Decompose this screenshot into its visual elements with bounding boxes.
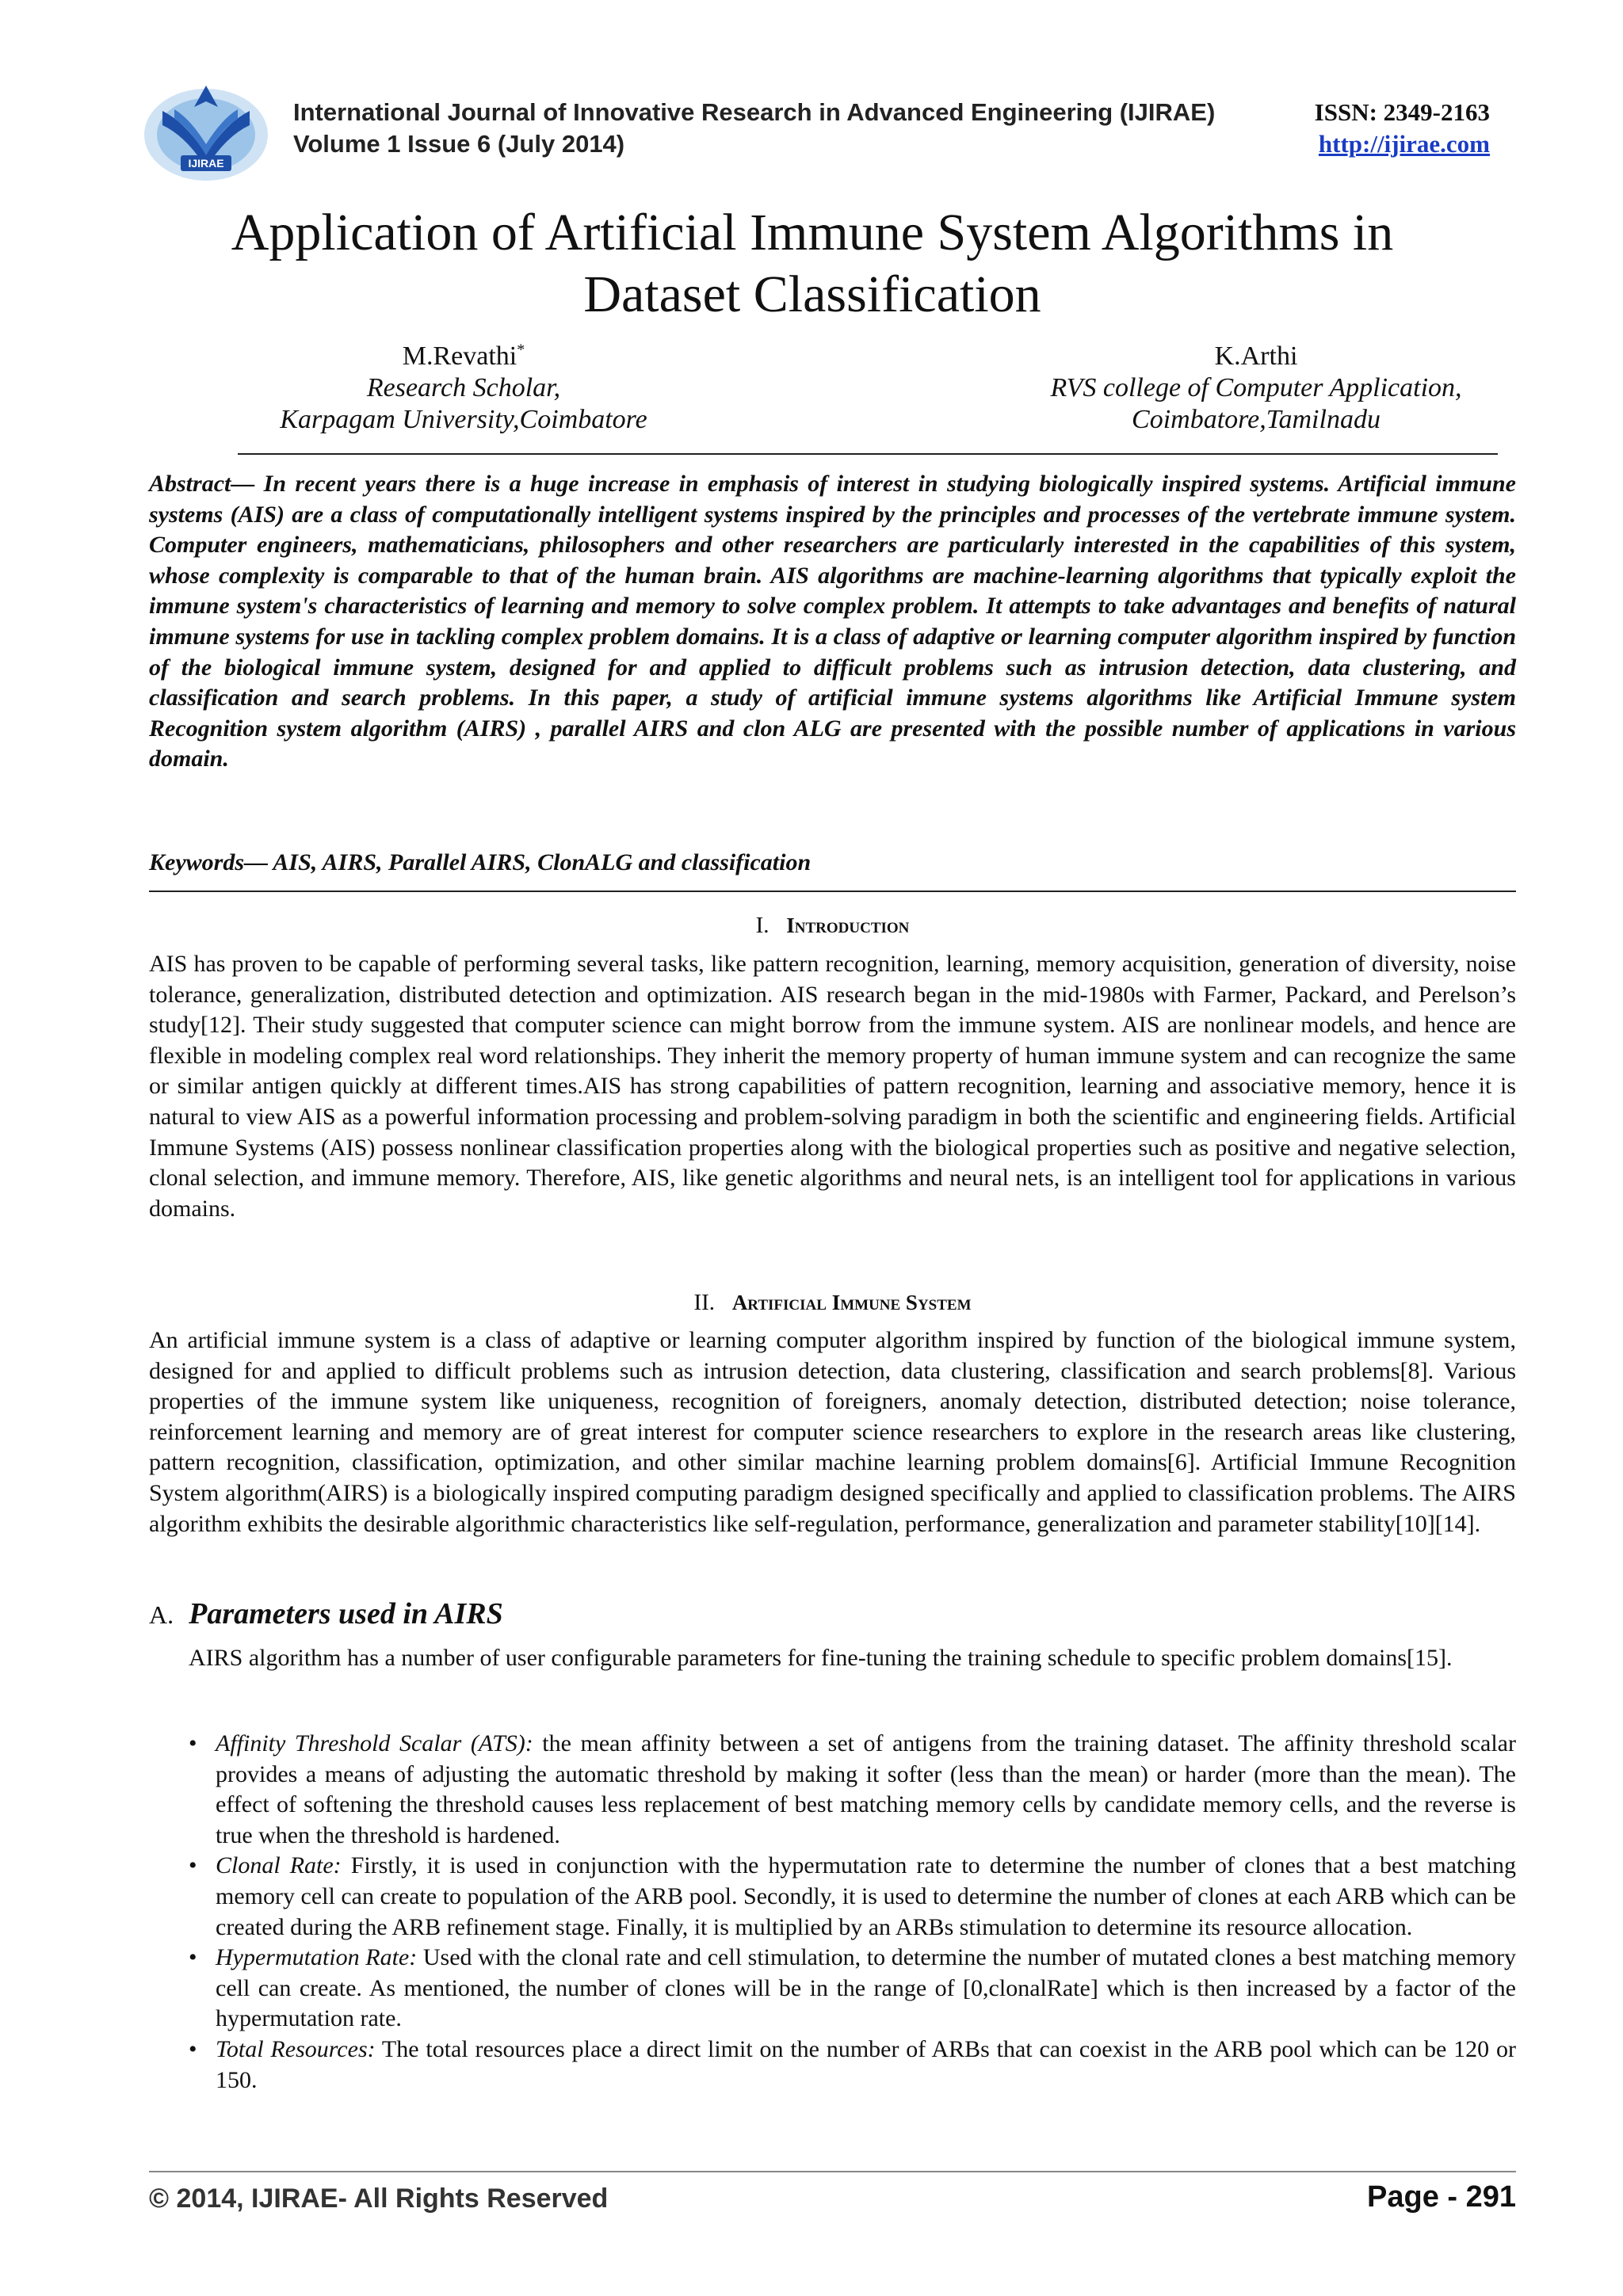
ijirae-logo bbox=[143, 79, 277, 182]
journal-url-link[interactable]: http://ijirae.com bbox=[1318, 130, 1490, 158]
page-number: Page - 291 bbox=[1367, 2180, 1516, 2214]
author-affiliation: RVS college of Computer Application, bbox=[1050, 373, 1462, 402]
journal-header bbox=[143, 79, 1490, 182]
divider bbox=[149, 891, 1516, 892]
journal-title: International Journal of Innovative Research in Advanced Engineering (IJIRAE) bbox=[293, 98, 1216, 126]
footer-divider bbox=[149, 2171, 1516, 2172]
section-body: AIS has proven to be capable of performing several tasks, like pattern recognition, learning, memory acquisition, generation of diversity, noise tolerance, generalization, distributed detection and optimization. AIS research began in the mid-1980s with Farmer, Packard, and Perelson’s study[12]. Their study suggested that computer science can might borrow from the immune system. AIS are nonlinear models, and hence are flexible in modeling complex real word relationships. They inherit the memory property of human immune system and can recognize the same or similar antigen quickly at different times.AIS has strong capabilities of pattern recognition, learning and associative memory, hence it is natural to view AIS as a powerful information processing and problem-solving paradigm in both the scientific and engineering fields. Artificial Immune Systems (AIS) possess nonlinear classification properties along with the biological properties such as positive and negative selection, clonal selection, and immune memory. Therefore, AIS, like genetic algorithms and neural nets, is an intelligent tool for applications in various domains. bbox=[149, 951, 1516, 1222]
divider bbox=[238, 453, 1498, 455]
list-item: • Hypermutation Rate: Used with the clonal rate and cell stimulation, to determine the number of mutated clones a best matching memory cell can create. As mentioned, the number of clones will be in the range of [0,clonalRate] which is then increased by a factor of the hypermutation rate. bbox=[189, 1944, 1517, 2032]
section-heading: I. Introduction bbox=[755, 913, 910, 938]
copyright-notice: © 2014, IJIRAE- All Rights Reserved bbox=[149, 2183, 609, 2214]
journal-issn: ISSN: 2349-2163 bbox=[1314, 98, 1490, 126]
author-block-2 bbox=[979, 341, 1533, 436]
author-affiliation: Karpagam University,Coimbatore bbox=[280, 405, 647, 434]
logo-text: IJIRAE bbox=[188, 157, 224, 170]
keywords: Keywords— AIS, AIRS, Parallel AIRS, ClonALG and classification bbox=[149, 849, 812, 875]
author-affiliation: Research Scholar, bbox=[366, 373, 561, 402]
paper-title: Application of Artificial Immune System Algorithms in Dataset Classification bbox=[231, 204, 1394, 323]
author-mark: * bbox=[517, 341, 525, 359]
abstract: Abstract— In recent years there is a huge increase in emphasis of interest in studying biologically inspired systems. Artificial immune systems (AIS) are a class of computationally intelligent systems inspired by the principles and processes of the vertebrate immune system. Computer engineers, mathematicians, philosophers and other researchers are particularly interested in the capabilities of this system, whose complexity is comparable to that of the human brain. AIS algorithms are machine-learning algorithms that typically exploit the immune system's characteristics of learning and memory to solve complex problem. It attempts to take advantages and benefits of natural immune systems for use in tackling complex problem domains. It is a class of adaptive or learning computer algorithm inspired by function of the biological immune system, designed for and applied to difficult problems such as intrusion detection, data clustering, and classification and search problems. In this paper, a study of artificial immune systems algorithms like Artificial Immune system Recognition system algorithm (AIRS) , parallel AIRS and clon ALG are presented with the possible number of applications in various domain. bbox=[149, 471, 1516, 772]
list-item: • Clonal Rate: Firstly, it is used in conjunction with the hypermutation rate to determine the number of clones that a best matching memory cell can create to population of the ARB pool. Secondly, it is used to determine the number of clones at each ARB which can be created during the ARB refinement stage. Finally, it is multiplied by an ARBs stimulation to determine its resource allocation. bbox=[189, 1852, 1516, 1940]
subsection-heading: A. Parameters used in AIRS bbox=[149, 1597, 503, 1630]
list-item: • Total Resources: The total resources place a direct limit on the number of ARBs that can coexist in the ARB pool which can be 120 or 150. bbox=[189, 2035, 1516, 2093]
author-name: M.Revathi* bbox=[402, 341, 525, 371]
journal-volume: Volume 1 Issue 6 (July 2014) bbox=[293, 130, 625, 158]
author-name: K.Arthi bbox=[1214, 341, 1298, 371]
subsection-intro: AIRS algorithm has a number of user configurable parameters for fine-tuning the training schedule to specific problem domains[15]. bbox=[189, 1645, 1453, 1671]
section-body: An artificial immune system is a class of adaptive or learning computer algorithm inspired by function of the biological immune system, designed for and applied to difficult problems such as intrusion detection, data clustering, classification and search problems[8]. Various properties of the immune system like uniqueness, recognition of foreigners, anomaly detection, distributed detection; noise tolerance, reinforcement learning and memory are of great interest for computer science researchers to explore in the research areas like clustering, pattern recognition, classification, optimization, and other similar machine learning problem domains[6]. Artificial Immune Recognition System algorithm(AIRS) is a biologically inspired computing paradigm designed specifically and applied to classification problems. The AIRS algorithm exhibits the desirable algorithmic characteristics like self-regulation, performance, generalization and parameter stability[10][14]. bbox=[149, 1327, 1516, 1537]
author-block-1 bbox=[186, 341, 741, 436]
list-item: • Affinity Threshold Scalar (ATS): the mean affinity between a set of antigens from the training dataset. The affinity threshold scalar provides a means of adjusting the automatic threshold by making it softer (less than the mean) or harder (more than the mean). The effect of softening the threshold causes less replacement of best matching memory cells by candidate memory cells, and the reverse is true when the threshold is hardened. bbox=[189, 1730, 1516, 1848]
section-heading: II. Artificial Immune System bbox=[693, 1290, 972, 1315]
parameter-list bbox=[149, 1729, 1516, 2096]
author-affiliation: Coimbatore,Tamilnadu bbox=[1132, 405, 1381, 434]
